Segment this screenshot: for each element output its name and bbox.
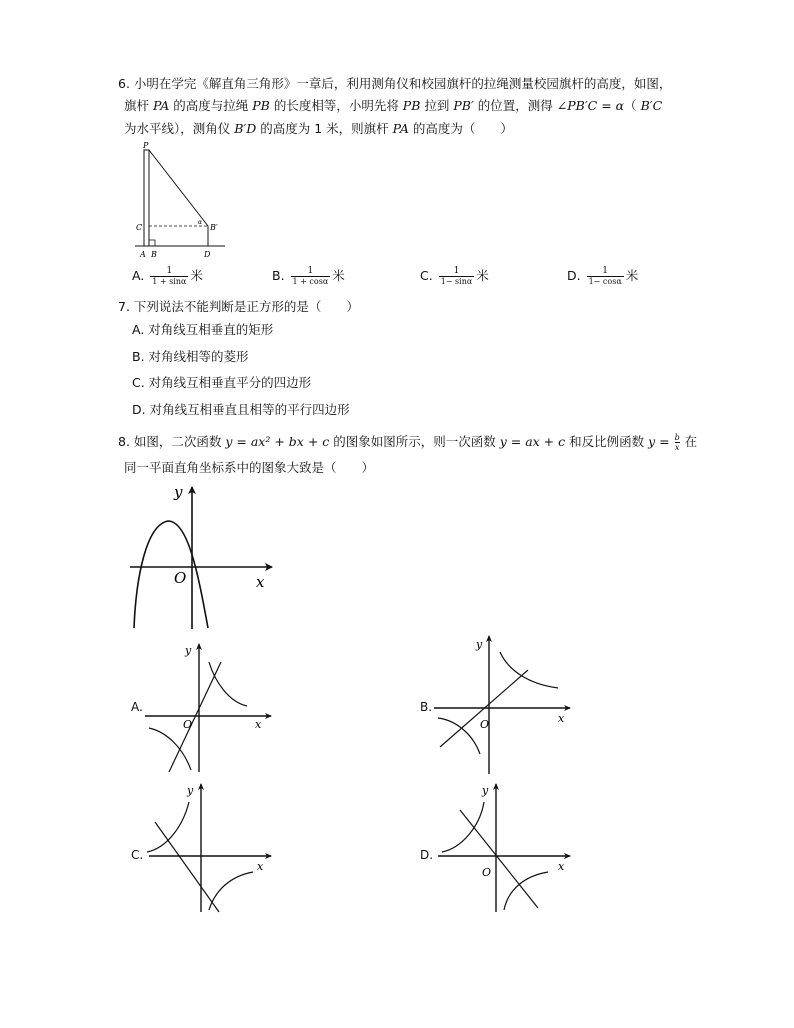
q6-math: ∠PB′C = α <box>556 98 625 113</box>
q8-choice-b-label[interactable]: B. <box>420 700 433 714</box>
label-P: P <box>143 141 149 150</box>
q8-parabola-graph <box>126 483 276 633</box>
q7-option-d[interactable]: D. 对角线互相垂直且相等的平行四边形 <box>132 402 350 417</box>
label-C: C <box>136 223 143 232</box>
y-axis-label: y <box>482 784 489 797</box>
rope-line <box>149 150 208 226</box>
q6-math: B′D <box>234 121 257 136</box>
fraction-numerator: 1 <box>150 266 188 277</box>
q8-choice-d-label[interactable]: D. <box>420 848 434 862</box>
q6-flagpole-figure <box>130 140 230 265</box>
linear-function-line <box>460 810 538 908</box>
option-letter: B. <box>272 268 285 283</box>
q6-line-1 <box>118 75 671 93</box>
hyperbola-branch <box>500 652 558 688</box>
q8-text: 8. 如图，二次函数 <box>118 434 226 449</box>
option-letter: A. <box>132 268 145 283</box>
origin-label: O <box>174 569 187 587</box>
q6-math: PB <box>402 98 421 113</box>
q6-math: PB <box>252 98 270 113</box>
q8-choice-c-graph[interactable] <box>145 780 275 915</box>
y-axis-label: y <box>185 644 192 657</box>
fraction-numerator: 1 <box>587 266 624 277</box>
linear-function-line <box>155 822 219 912</box>
q6-text: 拉到 <box>420 98 454 113</box>
q6-option-c[interactable] <box>420 266 489 287</box>
hyperbola-branch <box>504 872 548 910</box>
y-axis-label: y <box>476 638 483 651</box>
x-axis-label: x <box>558 860 565 873</box>
q7-option-b[interactable]: B. 对角线相等的菱形 <box>132 349 249 364</box>
q6-math: PB′ <box>453 98 474 113</box>
q7-option-c[interactable]: C. 对角线互相垂直平分的四边形 <box>132 375 312 390</box>
origin-label: O <box>480 718 490 731</box>
q7-option-a[interactable]: A. 对角线互相垂直的矩形 <box>132 322 274 337</box>
q8-choice-a-label[interactable]: A. <box>131 700 143 714</box>
q6-text: 的长度相等，小明先将 <box>269 98 403 113</box>
option-fraction <box>439 266 475 287</box>
label-A: A <box>140 250 146 259</box>
hyperbola-branch <box>438 718 480 754</box>
parabola-curve <box>134 521 208 628</box>
q6-text: 旗杆 <box>124 98 153 113</box>
q6-line-3 <box>124 120 513 138</box>
q6-text: 的高度为（ ） <box>408 121 513 136</box>
q7-stem: 7. 下列说法不能判断是正方形的是（ ） <box>118 299 359 314</box>
q6-math: PA <box>392 121 409 136</box>
q8-text: 的图象如图所示，则一次函数 <box>329 434 500 449</box>
option-letter: C. <box>420 268 433 283</box>
q8-choice-c-label[interactable]: C. <box>131 848 144 862</box>
option-unit: 米 <box>625 268 639 283</box>
x-axis-label: x <box>256 573 265 591</box>
q6-text: （ <box>624 98 641 113</box>
q8-choice-d-graph[interactable] <box>434 780 574 915</box>
x-axis-label: x <box>558 712 565 725</box>
q6-text: 为水平线），测角仪 <box>124 121 235 136</box>
q8-math: y = <box>648 434 674 449</box>
label-B: B <box>151 250 157 259</box>
hyperbola-branch <box>209 872 253 910</box>
q6-option-a[interactable] <box>132 266 203 287</box>
hyperbola-branch <box>147 802 189 852</box>
fraction-denominator: 1− cosα <box>588 277 622 286</box>
q6-text: 的位置，测得 <box>473 98 557 113</box>
flagpole <box>144 150 149 246</box>
option-fraction <box>587 266 624 287</box>
fraction-numerator: 1 <box>439 266 475 277</box>
q8-fraction <box>675 434 680 452</box>
label-D: D <box>204 250 211 259</box>
q8-math: y = ax² + bx + c <box>225 434 330 449</box>
hyperbola-branch <box>442 802 484 852</box>
q6-text: 6. 小明在学完《解直角三角形》一章后，利用测角仪和校园旗杆的拉绳测量校园旗杆的高度，如图， <box>118 76 672 91</box>
q6-math: B′C <box>640 98 663 113</box>
q8-text: 在 <box>680 434 698 449</box>
label-alpha: α <box>198 219 203 226</box>
fraction-denominator: 1 + sinα <box>152 277 187 286</box>
q6-text: 的高度与拉绳 <box>169 98 253 113</box>
option-fraction <box>150 266 188 287</box>
q8-choice-a-graph[interactable] <box>145 640 275 775</box>
option-fraction <box>291 266 331 287</box>
y-axis-label: y <box>174 483 183 501</box>
q8-line-2: 同一平面直角坐标系中的图象大致是（ ） <box>124 460 375 475</box>
origin-label: O <box>482 866 492 879</box>
fraction-denominator: x <box>674 442 680 452</box>
q6-text: 的高度为 1 米，则旗杆 <box>256 121 393 136</box>
x-axis-label: x <box>257 860 264 873</box>
q6-line-2 <box>124 97 662 115</box>
linear-function-line <box>169 662 221 772</box>
hyperbola-branch <box>209 662 247 706</box>
option-unit: 米 <box>332 268 345 283</box>
y-axis-label: y <box>187 784 194 797</box>
x-axis-label: x <box>255 718 262 731</box>
fraction-denominator: 1 + cosα <box>292 277 329 286</box>
label-Bprime: B′ <box>210 223 218 232</box>
q8-text: 和反比例函数 <box>565 434 649 449</box>
fraction-numerator: b <box>674 432 680 442</box>
q8-line-1 <box>118 433 697 452</box>
hyperbola-branch <box>149 728 191 770</box>
q8-choice-b-graph[interactable] <box>434 632 574 777</box>
q8-math: y = ax + c <box>499 434 566 449</box>
fraction-denominator: 1− sinα <box>440 277 473 286</box>
option-unit: 米 <box>190 268 203 283</box>
option-unit: 米 <box>476 268 489 283</box>
q6-math: PA <box>152 98 170 113</box>
q6-option-b[interactable] <box>272 266 345 287</box>
origin-label: O <box>183 718 193 731</box>
fraction-numerator: 1 <box>291 266 331 277</box>
option-letter: D. <box>567 268 581 283</box>
right-angle-mark <box>149 240 155 246</box>
q6-option-d[interactable] <box>567 266 638 287</box>
